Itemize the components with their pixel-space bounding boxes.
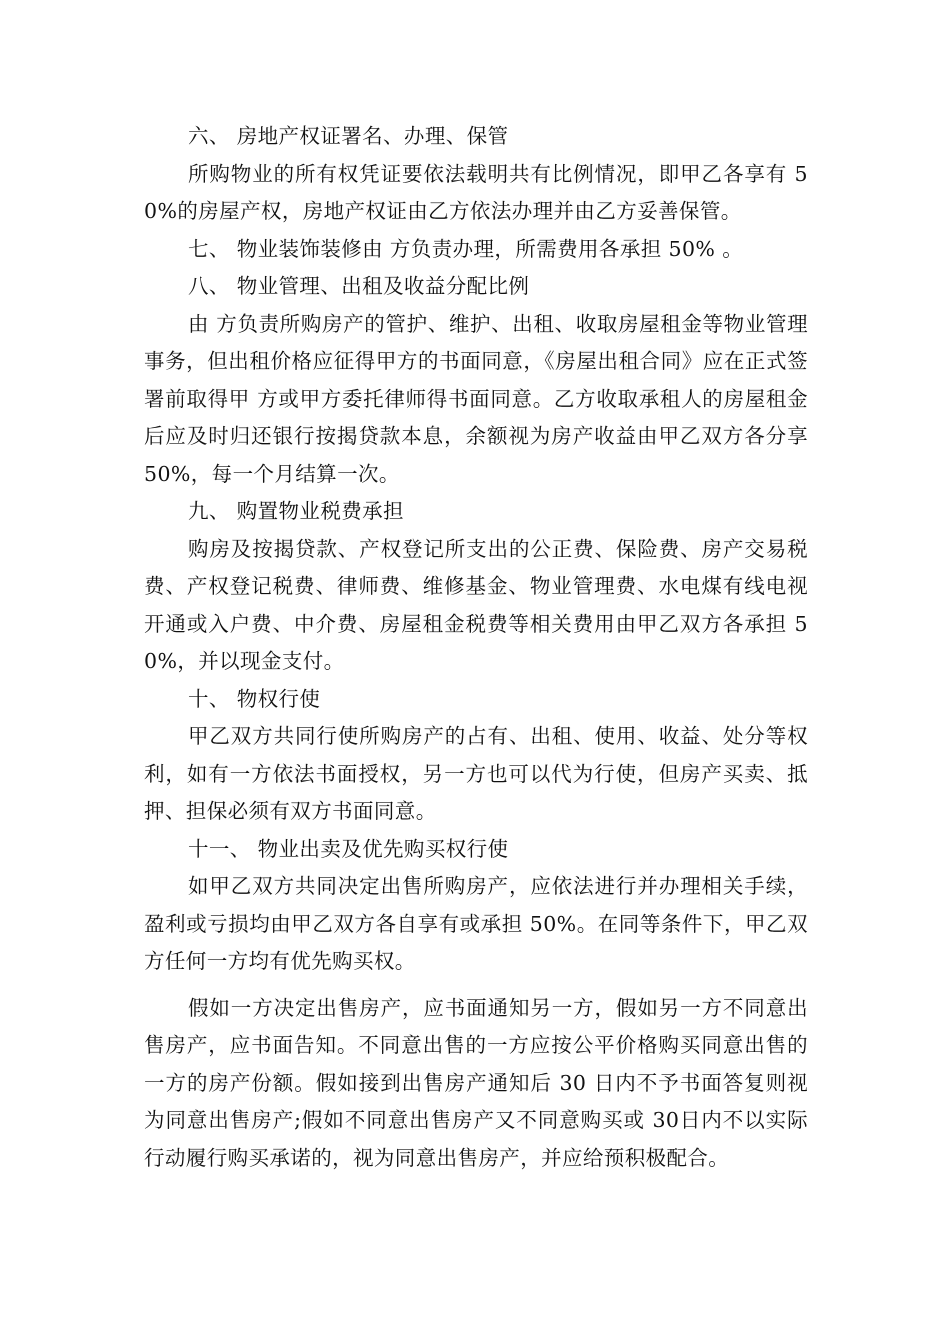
section-heading-8: 八、 物业管理、出租及收益分配比例 (188, 274, 530, 298)
paragraph-taxes-fees: 购房及按揭贷款、产权登记所支出的公正费、保险费、房产交易税费、产权登记税费、律师费、维修基金、物业管理费、水电煤有线电视开通或入户费、中介费、房屋租金税费等相关费用由甲乙双方各承担 50%，并以现金支付。 (144, 536, 808, 673)
section-heading-11: 十一、 物业出卖及优先购买权行使 (188, 836, 509, 861)
paragraph-property-rights: 甲乙双方共同行使所购房产的占有、出租、使用、收益、处分等权利，如有一方依法书面授权，另一方也可以代为行使，但房产买卖、抵押、担保必须有双方书面同意。 (144, 724, 808, 823)
section-heading-7: 七、 物业装饰装修由 方负责办理，所需费用各承担 50% 。 (188, 236, 744, 261)
paragraph-preemptive-right: 假如一方决定出售房产，应书面通知另一方，假如另一方不同意出售房产，应书面告知。不同意出售的一方应按公平价格购买同意出售的一方的房产份额。假如接到出售房产通知后 30 日内不予书面答复则视为同意出售房产;假如不同意出售房产又不同意购买或 30日内不以实际行动履行购买承诺的，视为同意出售房产，并应给预积极配合。 (144, 995, 808, 1170)
paragraph-property-management: 由 方负责所购房产的管护、维护、出租、收取房屋租金等物业管理事务，但出租价格应征得甲方的书面同意，《房屋出租合同》应在正式签署前取得甲 方或甲方委托律师得书面同意。乙方收取承租人的房屋租金后应及时归还银行按揭贷款本息，余额视为房产收益由甲乙双方各分享 50%，每一个月结算一次。 (144, 311, 808, 486)
document-body (144, 118, 808, 1177)
section-heading-6: 六、 房地产权证署名、办理、保管 (188, 124, 509, 148)
paragraph-sale-decision: 如甲乙双方共同决定出售所购房产，应依法进行并办理相关手续，盈利或亏损均由甲乙双方各自享有或承担 50%。在同等条件下，甲乙双方任何一方均有优先购买权。 (144, 874, 808, 973)
paragraph-gap (144, 981, 808, 990)
paragraph-property-certificate: 所购物业的所有权凭证要依法载明共有比例情况，即甲乙各享有 50%的房屋产权，房地产权证由乙方依法办理并由乙方妥善保管。 (144, 161, 808, 223)
section-heading-10: 十、 物权行使 (188, 686, 321, 711)
section-heading-9: 九、 购置物业税费承担 (188, 499, 404, 523)
